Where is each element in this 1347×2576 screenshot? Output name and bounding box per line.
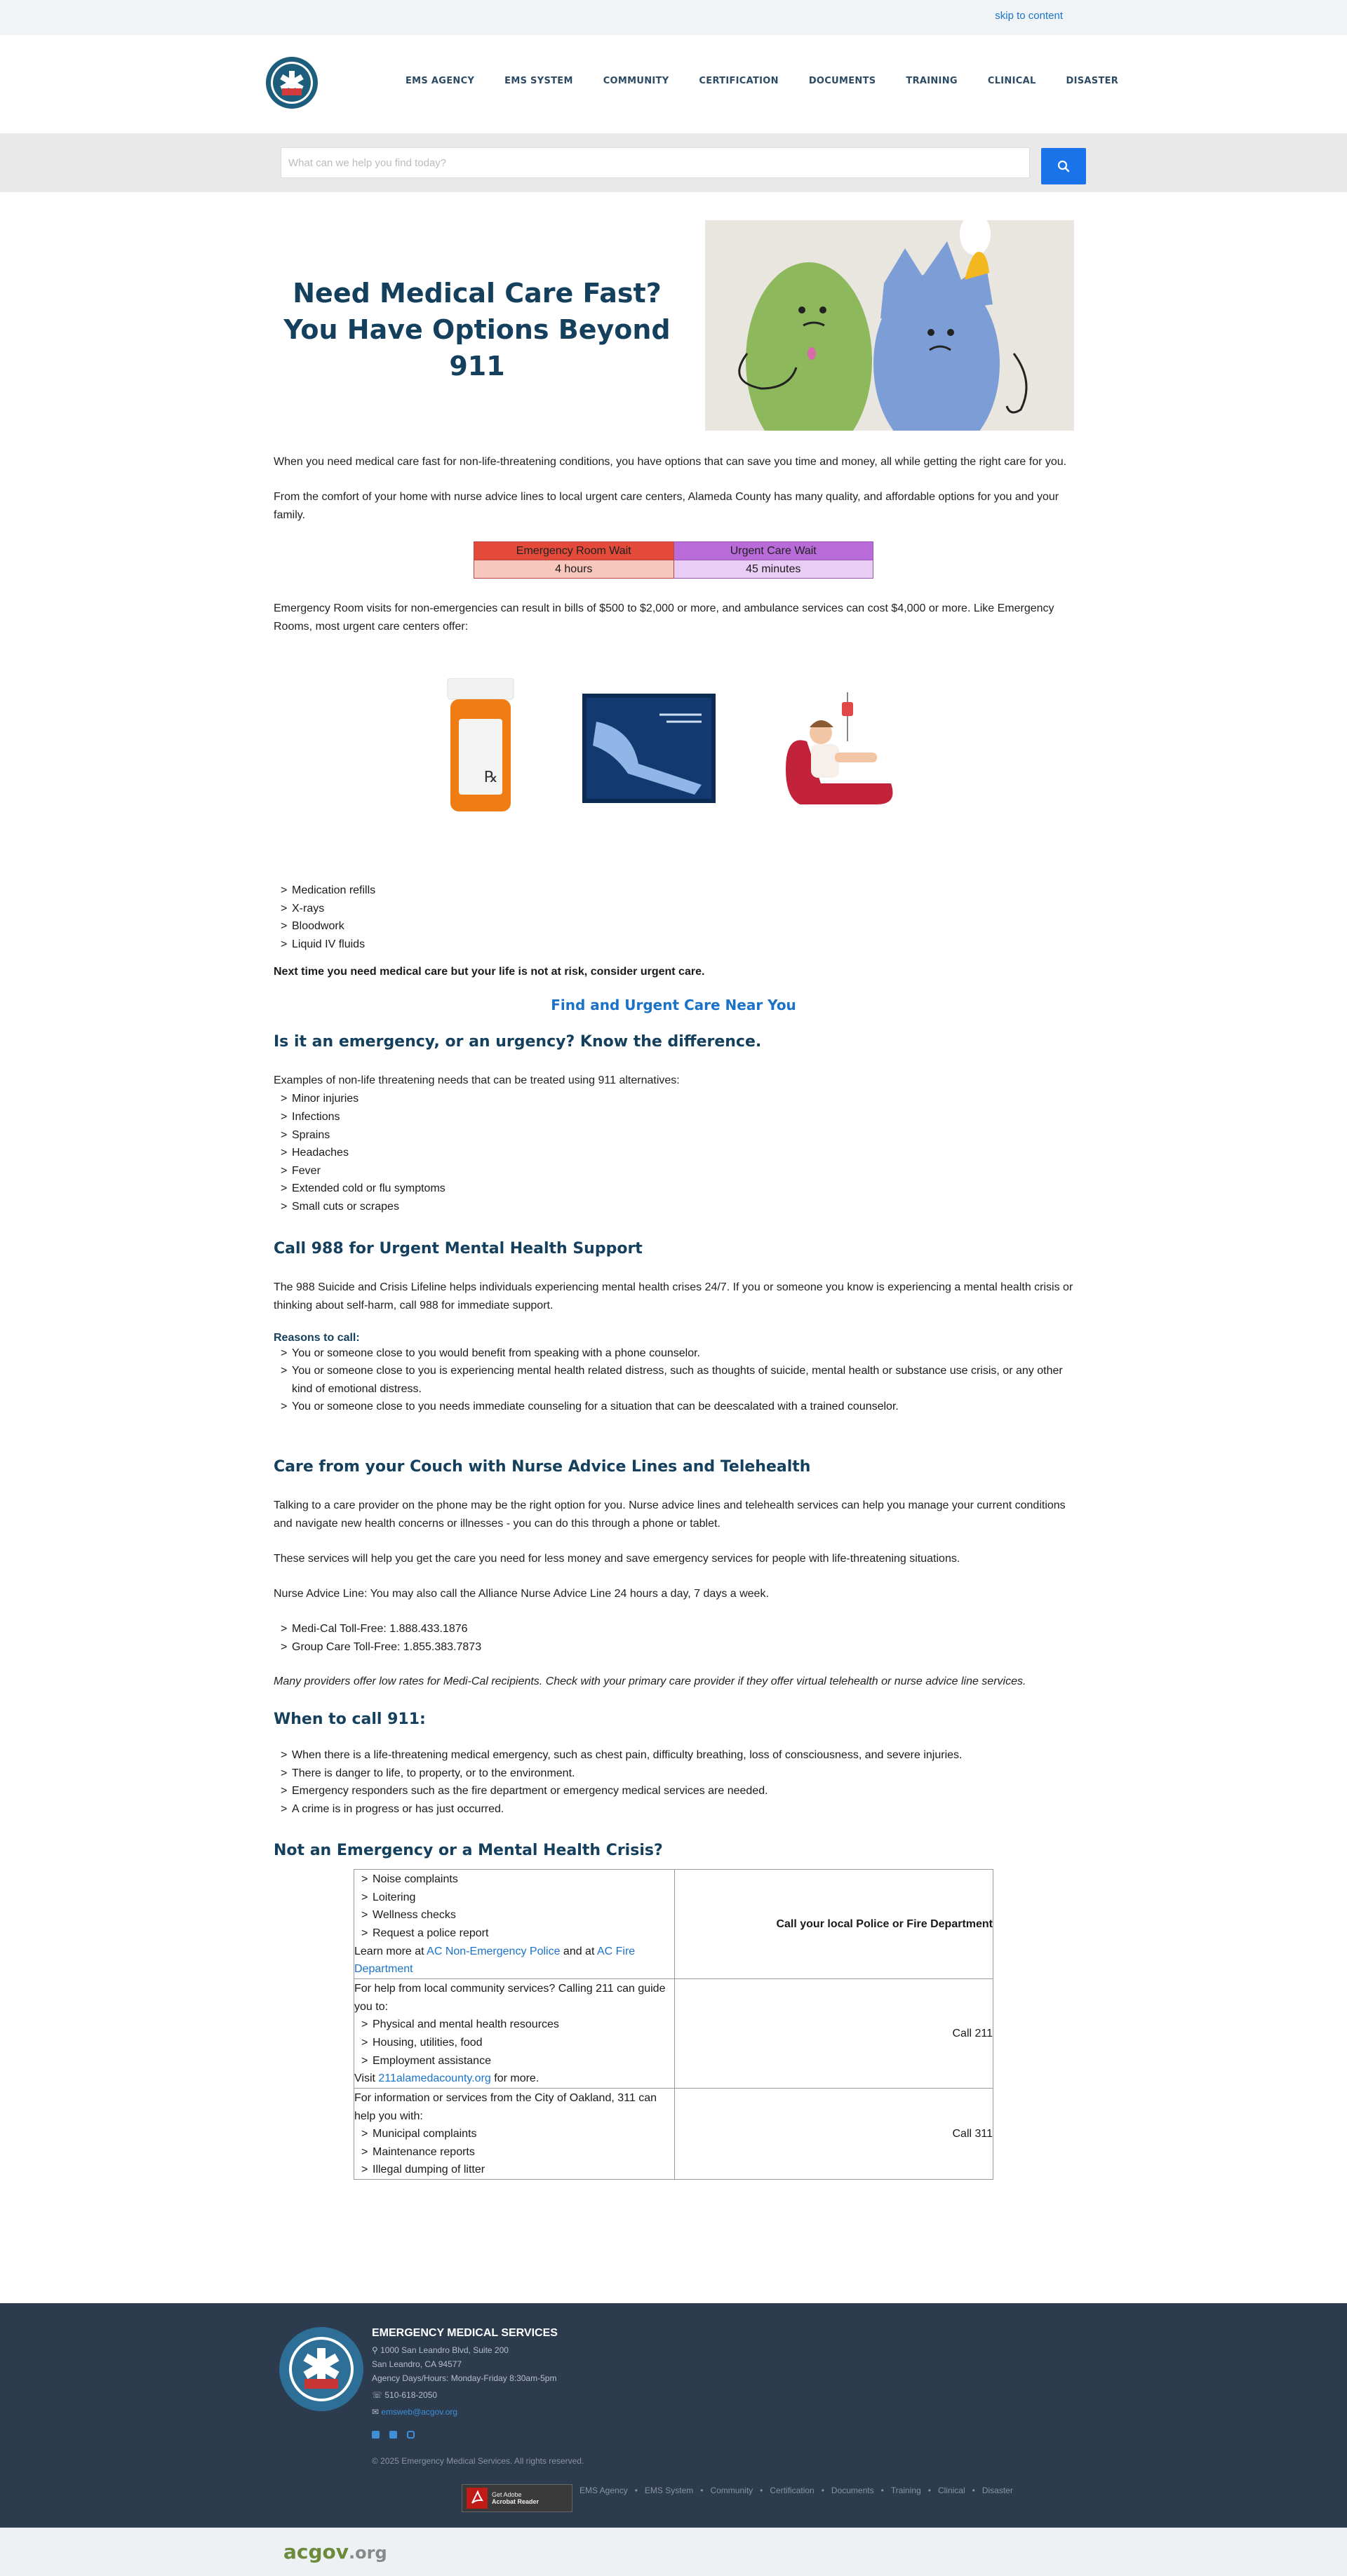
- visit-prefix: Visit: [354, 2072, 379, 2085]
- nurse-advice-line-text: Nurse Advice Line: You may also call the Alliance Nurse Advice Line 24 hours a day, 7 days a week.: [274, 1587, 769, 1600]
- nav-community[interactable]: COMMUNITY: [603, 76, 669, 86]
- facebook-icon[interactable]: [372, 2431, 380, 2439]
- list-item: > Physical and mental health resources: [354, 2016, 674, 2034]
- top-strip: [0, 0, 1347, 35]
- uc-wait-label: Urgent Care Wait: [674, 542, 873, 560]
- list-item: > Municipal complaints: [354, 2125, 674, 2143]
- main-nav: [406, 76, 1148, 86]
- table-cell: [354, 2089, 675, 2180]
- adobe-line-1: Get Adobe: [492, 2491, 522, 2498]
- call-311-action: Call 311: [675, 2089, 993, 2180]
- table-cell: [354, 1870, 675, 1979]
- call-211-action: Call 211: [675, 1979, 993, 2089]
- list-item: > Employment assistance: [354, 2052, 674, 2070]
- nav-disaster[interactable]: DISASTER: [1066, 76, 1119, 86]
- learn-more-text: [354, 1943, 674, 1978]
- list-item: > You or someone close to you is experiencing mental health related distress, such as thoughts of suicide, mental health or substance use crisis, or any other kind of emotional distress.: [274, 1362, 1073, 1398]
- adobe-reader-button[interactable]: [462, 2484, 572, 2512]
- adobe-line-2: Acrobat Reader: [492, 2498, 540, 2505]
- list-item: > Infections: [274, 1108, 1073, 1126]
- footer-link-ems-system[interactable]: EMS System: [644, 2486, 694, 2495]
- list-item: > Loitering: [354, 1889, 674, 1907]
- visit-suffix: for more.: [490, 2072, 540, 2085]
- nav-ems-agency[interactable]: EMS AGENCY: [406, 76, 475, 86]
- visit-text: [354, 2070, 674, 2088]
- copyright: © 2025 Emergency Medical Services. All rights reserved.: [372, 2456, 584, 2466]
- email-link[interactable]: emsweb@acgov.org: [381, 2407, 458, 2417]
- 211-link[interactable]: 211alamedacounty.org: [378, 2072, 491, 2085]
- footer-link-training[interactable]: Training: [890, 2486, 921, 2495]
- list-item: > Small cuts or scrapes: [274, 1198, 1073, 1216]
- main-content: [274, 453, 1073, 2180]
- footer-hours: Agency Days/Hours: Monday-Friday 8:30am-5pm: [372, 2373, 557, 2383]
- call-911-list: [274, 1746, 1073, 1818]
- title-line-1: Need Medical Care Fast?: [293, 278, 662, 309]
- iv-fluids-icon: [779, 692, 905, 804]
- list-item: > Emergency responders such as the fire department or emergency medical services are needed.: [274, 1782, 1073, 1800]
- services-illustrations: [274, 678, 1073, 818]
- learn-mid: and at: [560, 1945, 597, 1957]
- difference-intro: Examples of non-life threatening needs that can be treated using 911 alternatives:: [274, 1074, 680, 1087]
- footer-nav: EMS Agency • EMS System • Community • Certification • Documents • Training • Clinical • Disaster: [579, 2486, 1013, 2495]
- resources-table: [354, 1869, 993, 2180]
- footer-phone: [372, 2390, 437, 2400]
- list-item: > X-rays: [274, 900, 1073, 918]
- adobe-acrobat-icon: [467, 2488, 488, 2509]
- footer-address-2: San Leandro, CA 94577: [372, 2359, 462, 2369]
- wait-time-table: [474, 541, 873, 579]
- location-pin-icon: ⚲: [372, 2345, 381, 2355]
- row3-intro: For information or services from the City of Oakland, 311 can help you with:: [354, 2091, 657, 2122]
- acgov-logo-link[interactable]: [283, 2540, 387, 2563]
- list-item: > Medication refills: [274, 882, 1073, 900]
- footer-link-clinical[interactable]: Clinical: [937, 2486, 965, 2495]
- difference-list: [274, 1090, 1073, 1215]
- reasons-label: Reasons to call:: [274, 1331, 360, 1344]
- acgov-suffix: .org: [349, 2543, 387, 2563]
- non-emergency-police-link[interactable]: AC Non-Emergency Police: [427, 1945, 561, 1957]
- page-title: [274, 275, 681, 384]
- list-item: > A crime is in progress or has just occurred.: [274, 1800, 1073, 1819]
- call-988-text: The 988 Suicide and Crisis Lifeline helps individuals experiencing mental health crises 24/7. If you or someone you know is experiencing a mental health crisis or thinking about self-harm, call 988 for immediate support.: [274, 1281, 1073, 1311]
- list-item: > You or someone close to you needs immediate counseling for a situation that can be deescalated with a trained counselor.: [274, 1398, 1073, 1416]
- er-wait-label: Emergency Room Wait: [474, 542, 674, 560]
- couch-heading: Care from your Couch with Nurse Advice Lines and Telehealth: [274, 1457, 811, 1476]
- 311-list: [354, 2125, 674, 2179]
- table-row: [354, 1979, 993, 2089]
- 211-list: [354, 2016, 674, 2070]
- ems-seal-icon: [278, 2326, 365, 2413]
- list-item: > You or someone close to you would benefit from speaking with a phone counselor.: [274, 1344, 1073, 1363]
- table-row: [354, 1870, 993, 1979]
- learn-prefix: Learn more at: [354, 1945, 427, 1957]
- twitter-icon[interactable]: [389, 2431, 397, 2439]
- couch-paragraph-2: These services will help you get the care you need for less money and save emergency services for people with life-threatening situations.: [274, 1552, 960, 1565]
- table-row: [354, 2089, 993, 2180]
- ems-logo-icon[interactable]: [265, 56, 319, 109]
- list-item: > Fever: [274, 1162, 1073, 1180]
- difference-heading: Is it an emergency, or an urgency? Know the difference.: [274, 1033, 762, 1051]
- footer-address-1: [372, 2345, 509, 2355]
- intro-paragraph-2: From the comfort of your home with nurse advice lines to local urgent care centers, Alameda County has many quality, and affordable options for you and your family.: [274, 491, 1059, 521]
- nav-certification[interactable]: CERTIFICATION: [699, 76, 779, 86]
- list-item: > Extended cold or flu symptoms: [274, 1180, 1073, 1198]
- intro-paragraph-1: When you need medical care fast for non-life-threatening conditions, you have options that can save you time and money, all while getting the right care for you.: [274, 456, 1067, 468]
- nav-documents[interactable]: DOCUMENTS: [808, 76, 876, 86]
- list-item: > Request a police report: [354, 1924, 674, 1943]
- reasons-list: [274, 1344, 1073, 1416]
- police-fire-action: Call your local Police or Fire Department: [675, 1870, 993, 1979]
- list-item: > Housing, utilities, food: [354, 2034, 674, 2052]
- footer-link-community[interactable]: Community: [710, 2486, 753, 2495]
- list-item: > Sprains: [274, 1126, 1073, 1145]
- list-item: > Maintenance reports: [354, 2143, 674, 2162]
- costs-paragraph: Emergency Room visits for non-emergencies can result in bills of $500 to $2,000 or more, and ambulance services can cost $4,000 or more. Like Emergency Rooms, most urgent care centers offer:: [274, 602, 1054, 633]
- site-header: [0, 35, 1347, 133]
- footer-link-ems-agency[interactable]: EMS Agency: [579, 2486, 628, 2495]
- uc-wait-value: 45 minutes: [674, 560, 873, 579]
- footer-link-certification[interactable]: Certification: [770, 2486, 815, 2495]
- list-item: > When there is a life-threatening medical emergency, such as chest pain, difficulty breathing, loss of consciousness, and severe injuries.: [274, 1746, 1073, 1765]
- find-urgent-care-link[interactable]: Find and Urgent Care Near You: [551, 997, 796, 1014]
- email-icon: ✉: [372, 2407, 382, 2417]
- search-bar: [0, 133, 1347, 192]
- list-item: > Bloodwork: [274, 917, 1073, 936]
- nav-training[interactable]: TRAINING: [906, 76, 958, 86]
- search-button[interactable]: [1041, 148, 1086, 184]
- list-item: > Group Care Toll-Free: 1.855.383.7873: [274, 1638, 1073, 1657]
- call-911-heading: When to call 911:: [274, 1711, 426, 1729]
- pill-bottle-icon: [442, 678, 519, 818]
- social-links: [372, 2431, 415, 2439]
- footer-link-disaster[interactable]: Disaster: [981, 2486, 1013, 2495]
- nav-clinical[interactable]: CLINICAL: [987, 76, 1036, 86]
- list-item: > Noise complaints: [354, 1870, 674, 1889]
- list-item: > Headaches: [274, 1144, 1073, 1162]
- svg-text:℞: ℞: [484, 769, 498, 786]
- list-item: > There is danger to life, to property, or to the environment.: [274, 1765, 1073, 1783]
- list-item: > Medi-Cal Toll-Free: 1.888.433.1876: [274, 1620, 1073, 1638]
- couch-paragraph-1: Talking to a care provider on the phone may be the right option for you. Nurse advice lines and telehealth services can help you manage your current conditions and navigate new health concerns or illnesses - you can do this through a phone or tablet.: [274, 1499, 1066, 1530]
- nav-ems-system[interactable]: EMS SYSTEM: [504, 76, 573, 86]
- services-list: [274, 882, 1073, 953]
- phone-number: 510-618-2050: [384, 2390, 438, 2400]
- table-cell: [354, 1979, 675, 2089]
- footer-email: [372, 2407, 457, 2417]
- list-item: > Liquid IV fluids: [274, 936, 1073, 954]
- title-line-2: You Have Options Beyond 911: [283, 314, 671, 382]
- list-item: > Illegal dumping of litter: [354, 2161, 674, 2179]
- footer-title: EMERGENCY MEDICAL SERVICES: [372, 2327, 558, 2339]
- providers-note: Many providers offer low rates for Medi-Cal recipients. Check with your primary care provider if they offer virtual telehealth or nurse advice line services.: [274, 1675, 1026, 1688]
- acgov-band: [0, 2528, 1347, 2576]
- police-list: [354, 1870, 674, 1942]
- list-item: > Wellness checks: [354, 1906, 674, 1924]
- search-input[interactable]: [281, 147, 1030, 178]
- address-line-1: 1000 San Leandro Blvd, Suite 200: [380, 2345, 509, 2355]
- hero: [0, 192, 1347, 453]
- instagram-icon[interactable]: [407, 2431, 415, 2439]
- er-wait-value: 4 hours: [474, 560, 674, 579]
- call-988-heading: Call 988 for Urgent Mental Health Support: [274, 1239, 643, 1257]
- row2-intro: For help from local community services? Calling 211 can guide you to:: [354, 1983, 666, 2013]
- fire-department-link[interactable]: AC Fire Department: [354, 1945, 636, 1976]
- phone-icon: ☏: [372, 2390, 385, 2400]
- not-emergency-heading: Not an Emergency or a Mental Health Crisis?: [274, 1842, 663, 1860]
- cartoon-characters-illustration: [705, 220, 1074, 431]
- search-icon: [1057, 160, 1070, 173]
- footer-link-documents[interactable]: Documents: [831, 2486, 874, 2495]
- xray-icon: [582, 694, 716, 803]
- skip-to-content-link[interactable]: skip to content: [995, 10, 1063, 22]
- next-time-note: Next time you need medical care but your life is not at risk, consider urgent care.: [274, 966, 705, 978]
- acgov-main: acgov: [283, 2540, 349, 2563]
- list-item: > Minor injuries: [274, 1090, 1073, 1108]
- nurse-line-list: [274, 1620, 1073, 1656]
- site-footer: [0, 2303, 1347, 2528]
